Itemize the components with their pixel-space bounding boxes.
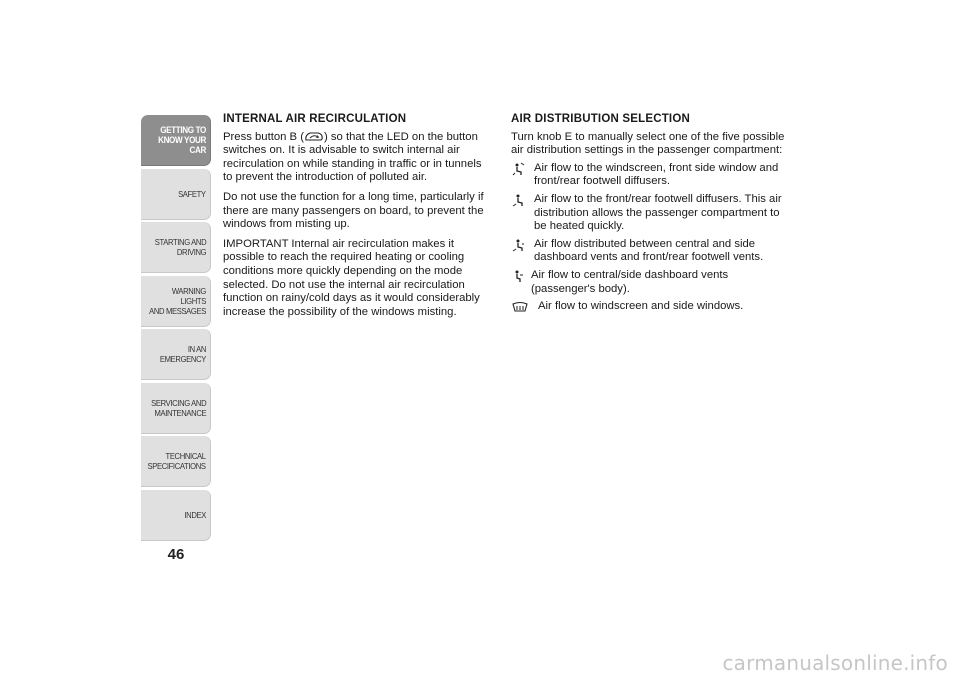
tab-safety[interactable] (141, 169, 211, 220)
tab-label: GETTING TO KNOW YOUR CAR (158, 125, 206, 155)
windscreen-demist-icon (512, 300, 528, 314)
right-column (511, 113, 791, 314)
section-tabs (141, 115, 211, 543)
section-heading: INTERNAL AIR RECIRCULATION (223, 113, 407, 125)
paragraph: Do not use the function for a long time, particularly if there are many passengers on board, to prevent the windows from misting up. (223, 190, 484, 231)
footwell-airflow-icon (512, 193, 525, 207)
tab-label: INDEX (184, 509, 206, 520)
page-number: 46 (167, 546, 185, 563)
distribution-text: Air flow distributed between central and side dashboard vents and front/rear footwell vents. (534, 237, 764, 264)
recirculation-icon (304, 131, 324, 142)
paragraph: Turn knob E to manually select one of the five possible air distribution settings in the passenger compartment: (511, 130, 785, 157)
distribution-item (511, 300, 791, 314)
distribution-item (511, 269, 791, 296)
tab-starting-and-driving[interactable] (141, 222, 211, 273)
dashboard-footwell-airflow-icon (512, 238, 525, 252)
distribution-text: Air flow to the front/rear footwell diffusers. This air distribution allows the passenger compartment to be heated quickly. (534, 192, 782, 233)
windscreen-footwell-airflow-icon (512, 162, 525, 176)
tab-getting-to-know-your-car[interactable] (141, 115, 211, 166)
tab-label: SERVICING AND MAINTENANCE (150, 397, 206, 418)
tab-label: SAFETY (178, 188, 206, 199)
distribution-item (511, 238, 791, 265)
tab-in-an-emergency[interactable] (141, 329, 211, 380)
dashboard-vents-airflow-icon (512, 269, 525, 283)
tab-warning-lights[interactable] (141, 276, 211, 327)
distribution-item (511, 193, 791, 234)
distribution-text: Air flow to the windscreen, front side window and front/rear footwell diffusers. (534, 161, 779, 188)
distribution-text: Air flow to windscreen and side windows. (538, 300, 744, 313)
watermark: carmanualsonline.info (722, 651, 948, 675)
tab-label: STARTING AND DRIVING (154, 237, 206, 257)
distribution-item (511, 162, 791, 189)
left-column (223, 113, 491, 325)
tab-technical-specifications[interactable] (141, 436, 211, 487)
tab-index[interactable] (141, 490, 211, 541)
paragraph: Press button B ( ) so that the LED on the button switches on. It is advisable to switch internal air recirculation on while standing in traffic or in tunnels to prevent the introduction of polluted air. (223, 130, 482, 184)
paragraph: IMPORTANT Internal air recirculation makes it possible to reach the required heating or cooling conditions more quickly depending on the mode selected. Do not use the internal air recirculation function on rainy/cold days as it would considerably increase the possibility of the windows misting. (223, 237, 480, 318)
tab-label: TECHNICAL SPECIFICATIONS (147, 451, 206, 471)
tab-servicing-and-maintenance[interactable] (141, 383, 211, 434)
section-heading: AIR DISTRIBUTION SELECTION (511, 113, 690, 125)
tab-label: WARNING LIGHTS AND MESSAGES (149, 285, 206, 316)
distribution-text: Air flow to central/side dashboard vents (passenger's body). (531, 268, 729, 295)
tab-label: IN AN EMERGENCY (159, 344, 206, 364)
